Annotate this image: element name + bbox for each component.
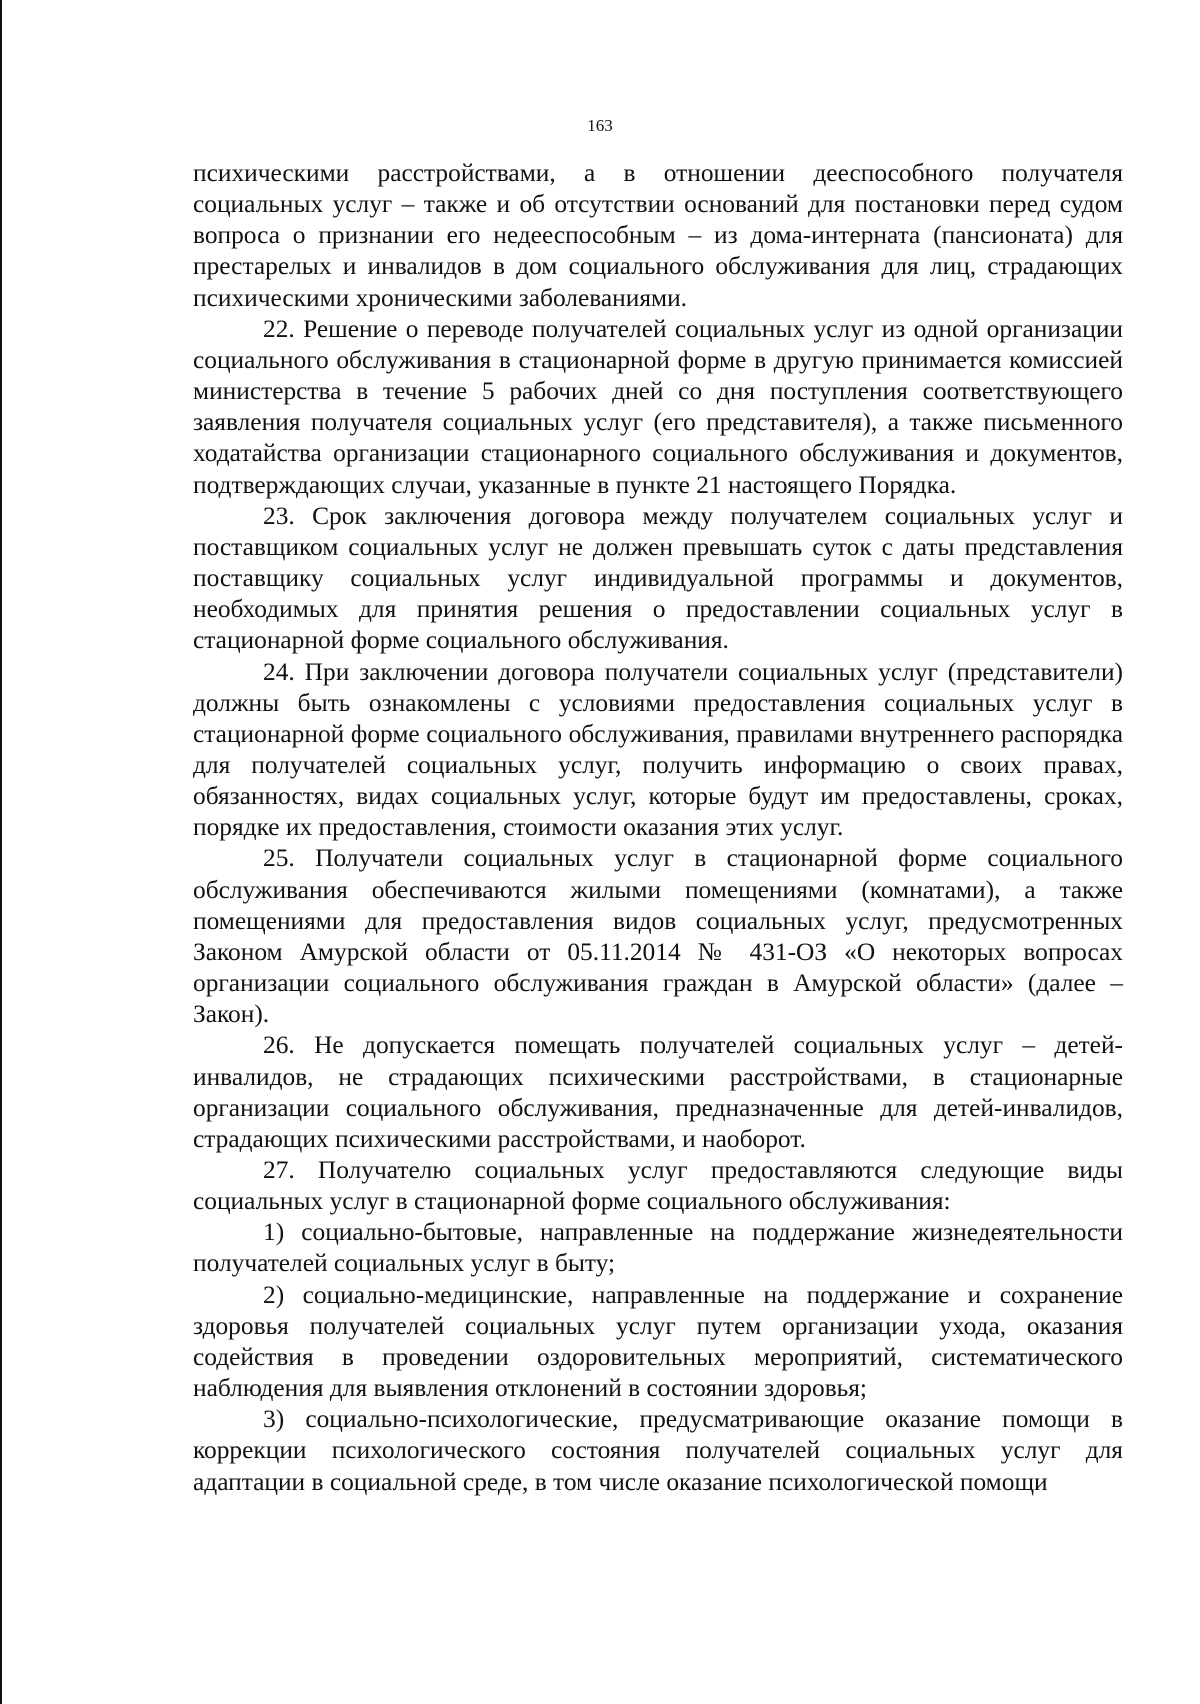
paragraph-continuation: психическими расстройствами, а в отношении дееспособного получателя социальных услуг – также и об отсутствии оснований для постановки перед судом вопроса о признании его недееспособным – из дома-интерната (пансионата) для престарелых и инвалидов в дом социального обслуживания для лиц, страдающих психическими хроническими заболеваниями. bbox=[193, 159, 1123, 312]
paragraph-clause-22: 22. Решение о переводе получателей социальных услуг из одной организации социального обслуживания в стационарной форме в другую принимается комиссией министерства в течение 5 рабочих дней со дня поступления соответствующего заявления получателя социальных услуг (его представителя), а также письменного ходатайства организации стационарного социального обслуживания и документов, подтверждающих случаи, указанные в пункте 21 настоящего Порядка. bbox=[193, 314, 1123, 499]
paragraph-clause-27: 27. Получателю социальных услуг предоставляются следующие виды социальных услуг в стационарной форме социального обслуживания: bbox=[193, 1156, 1123, 1216]
list-item-3: 3) социально-психологические, предусматривающие оказание помощи в коррекции психологического состояния получателей социальных услуг для адаптации в социальной среде, в том числе оказание психологической помощи bbox=[193, 1405, 1123, 1496]
page-number: 163 bbox=[587, 116, 613, 135]
list-item-2: 2) социально-медицинские, направленные на поддержание и сохранение здоровья получателей социальных услуг путем организации ухода, оказания содействия в проведении оздоровительных мероприятий, систематического наблюдения для выявления отклонений в состоянии здоровья; bbox=[193, 1280, 1123, 1403]
scan-edge bbox=[0, 0, 2, 1704]
document-body bbox=[193, 158, 1123, 1498]
paragraph-clause-25: 25. Получатели социальных услуг в стационарной форме социального обслуживания обеспечиваются жилыми помещениями (комнатами), а также помещениями для предоставления видов социальных услуг, предусмотренных Законом Амурской области от 05.11.2014 № 431-ОЗ «О некоторых вопросах организации социального обслуживания граждан в Амурской области» (далее – Закон). bbox=[193, 844, 1123, 1029]
paragraph-clause-26: 26. Не допускается помещать получателей социальных услуг – детей-инвалидов, не страдающих психическими расстройствами, в стационарные организации социального обслуживания, предназначенные для детей-инвалидов, страдающих психическими расстройствами, и наоборот. bbox=[193, 1031, 1123, 1153]
list-item-1: 1) социально-бытовые, направленные на поддержание жизнедеятельности получателей социальных услуг в быту; bbox=[193, 1218, 1123, 1278]
paragraph-clause-24: 24. При заключении договора получатели социальных услуг (представители) должны быть ознакомлены с условиями предоставления социальных услуг в стационарной форме социального обслуживания, правилами внутреннего распорядка для получателей социальных услуг, получить информацию о своих правах, обязанностях, видах социальных услуг, которые будут им предоставлены, сроках, порядке их предоставления, стоимости оказания этих услуг. bbox=[193, 657, 1123, 842]
paragraph-clause-23: 23. Срок заключения договора между получателем социальных услуг и поставщиком социальных услуг не должен превышать суток с даты представления поставщику социальных услуг индивидуальной программы и документов, необходимых для принятия решения о предоставлении социальных услуг в стационарной форме социального обслуживания. bbox=[193, 501, 1123, 655]
